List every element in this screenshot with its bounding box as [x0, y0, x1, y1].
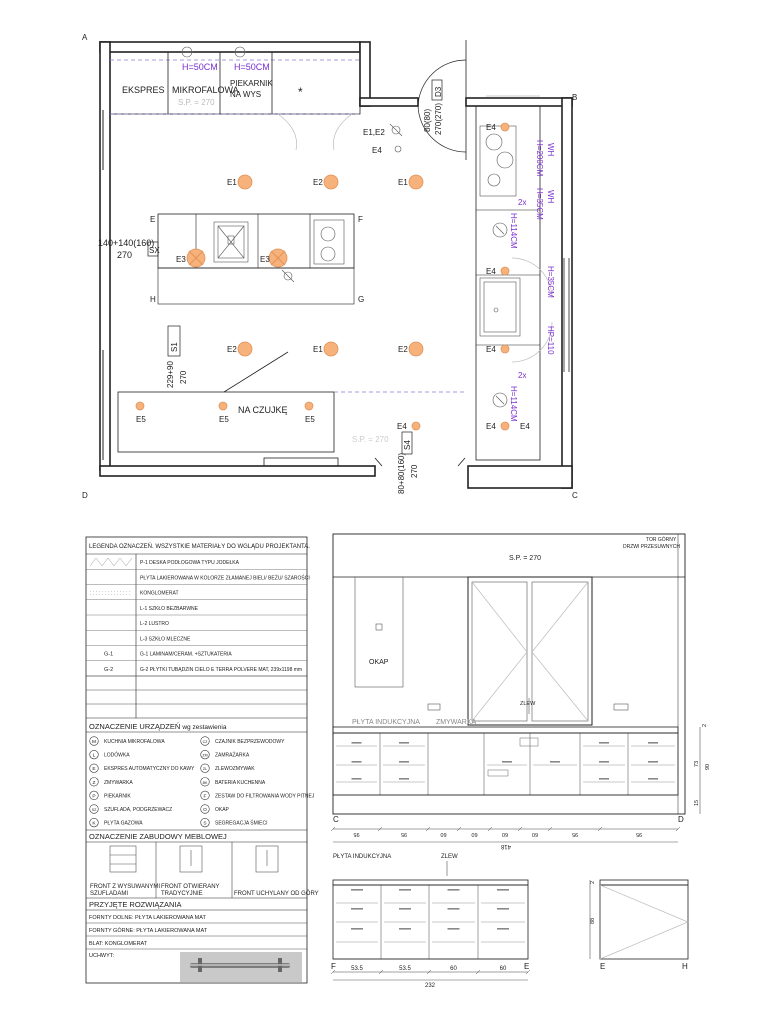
elev2-worktop [333, 880, 528, 885]
elev1-dim: 95 [353, 831, 360, 837]
lamp-e1-2-label: E1 [398, 178, 408, 187]
drawer-handle [448, 928, 460, 930]
front-liftup-icon [256, 846, 278, 872]
wall-right [562, 98, 572, 488]
lamp-e5-3-label: E5 [305, 415, 315, 424]
front-hinged-label-1: FRONT OTWIERANY [161, 884, 220, 890]
corner-a: A [82, 33, 88, 42]
lamp-e4-3-label: E4 [486, 345, 496, 354]
device-symbol-text: F [203, 794, 207, 800]
lamp-e2-2-label: E2 [227, 345, 237, 354]
lamp-e4-2-label: E4 [486, 267, 496, 276]
device-symbol-text: SZ [91, 808, 97, 812]
device-symbol-text: L [92, 753, 96, 759]
elev1-total: 418 [500, 843, 511, 849]
drawer-handle [550, 761, 560, 763]
wall-left [100, 42, 110, 470]
device-symbol-text: CZ [202, 740, 208, 744]
drawer-handle [599, 761, 609, 763]
upper-unit-na-wys: NA WYS [230, 90, 262, 99]
faucet-right [493, 223, 507, 237]
elev1-base-cabinets [333, 733, 678, 795]
switch-e4-top: E4 [372, 146, 382, 155]
lamp-e2-3 [409, 342, 423, 356]
elev1-zlew: ZLEW [520, 701, 536, 707]
switch-symbol [390, 124, 402, 152]
elev1-sp: S.P. = 270 [509, 555, 541, 562]
drawer-handle [497, 928, 509, 930]
cooktop [480, 126, 516, 196]
device-name: OKAP [215, 807, 229, 813]
elev2-letter-f: F [331, 962, 336, 971]
front-hinged-icon [180, 846, 202, 872]
front-drawers-icon [110, 846, 136, 872]
lamp-e4-1-label: E4 [486, 123, 496, 132]
window-sx-size1: 140+140(160) [98, 238, 155, 248]
device-name: PIEKARNIK [104, 793, 131, 800]
sink-right [480, 278, 520, 336]
drawer-handle [599, 742, 609, 744]
elevation-e-h [590, 880, 688, 971]
elev1-plyta: PŁYTA INDUKCYJNA [352, 719, 420, 726]
drawer-handle [352, 778, 362, 780]
elev3-letter-h: H [682, 962, 688, 971]
note-2x-1: 2x [518, 198, 527, 207]
device-name: LODÓWKA [104, 752, 130, 759]
note-2x-2: 2x [518, 371, 527, 380]
corner-c: C [572, 491, 578, 500]
lamp-e1-3 [324, 342, 338, 356]
door-s4-size1: 80+80(160) [397, 452, 406, 494]
legend-table [86, 537, 319, 983]
material-code: G-2 [104, 666, 114, 673]
island-letter-h: H [150, 295, 156, 304]
elev2-plyta: PŁYTA INDUKCYJNA [333, 854, 392, 860]
lamp-e4-1 [501, 123, 509, 131]
elev1-dim: 95 [400, 831, 408, 837]
drawer-handle [648, 778, 658, 780]
asterisk-mark: * [298, 85, 303, 99]
device-name: SZUFLADA, PODGRZEWACZ [104, 807, 173, 813]
drawer-handle [497, 908, 509, 910]
lamp-e1-1 [238, 175, 252, 189]
lamp-e5-1-label: E5 [136, 415, 146, 424]
elev1-letter-d: D [678, 815, 684, 824]
sp-label-top: S.P. = 270 [178, 98, 215, 107]
lamp-e4-4 [501, 422, 509, 430]
floor-plan [82, 33, 578, 500]
corner-d: D [82, 491, 88, 500]
furniture-title: OZNACZENIE ZABUDOWY MEBLOWEJ [89, 832, 227, 841]
island-sink [214, 222, 248, 262]
device-name: ZESTAW DO FILTROWANIA WODY PITNEJ [215, 793, 315, 800]
material-desc: G-2 PŁYTKI TUBĄDZIN CIELO E TERRA POLVERE MAT, 239x1198 mm [140, 666, 303, 673]
door-s4-tag: S4 [403, 440, 412, 450]
lamp-e1-1-label: E1 [227, 178, 237, 187]
elev1-dim: 60 [440, 831, 447, 837]
door-d3-size2: 270(270) [434, 102, 443, 135]
wall-bottom-right [468, 466, 572, 488]
device-name: SEGREGACJA ŚMIECI [215, 820, 268, 827]
drawer-handle [351, 928, 363, 930]
pendant-e3-left-label: E3 [176, 255, 186, 264]
socket-1 [428, 704, 440, 710]
note-h114-1: H=114CM [509, 213, 518, 249]
drawer-handle [497, 889, 509, 891]
bench-red-strip [264, 458, 338, 466]
lamp-e4-4-label: E4 [486, 422, 496, 431]
material-desc: KONGLOMERAT [140, 590, 179, 597]
note-wh-2: WH [546, 190, 555, 204]
elev1-side-15: 15 [694, 799, 700, 806]
material-desc: G-1 LAMINAM/CERAM. +SZTUKATERIA [140, 651, 232, 658]
device-name: CZAJNIK BEZPRZEWODOWY [215, 739, 285, 745]
device-symbol-text: ZM [202, 753, 208, 758]
switch-e1e2: E1,E2 [363, 128, 385, 137]
elev1-dim: 60 [471, 831, 478, 837]
island-letter-g: G [358, 295, 365, 304]
drawer-handle [351, 908, 363, 910]
material-desc: PŁYTA LAKIEROWANA W KOLORZE ZŁAMANEJ BIELI/ BEŻU/ SZAROŚCI [140, 575, 310, 582]
device-name: ZAMRAŻARKA [215, 752, 250, 759]
device-symbol-text: E [92, 767, 96, 773]
door-d3-size1: 80(80) [423, 108, 432, 132]
material-desc: L-1 SZKŁO BEZBARWNE [140, 605, 198, 612]
lamp-e1-3-label: E1 [313, 345, 323, 354]
device-name: BATERIA KUCHENNA [215, 779, 266, 786]
lamp-e5-2 [219, 402, 227, 410]
lamp-e2-2 [238, 342, 252, 356]
device-symbol-text: ZL [202, 767, 208, 772]
drawer-handle [399, 928, 411, 930]
material-code: G-1 [104, 651, 114, 658]
drawer-handle [351, 889, 363, 891]
elev3-letter-e: E [600, 962, 606, 971]
elev1-top-note-2: DRZWI PRZESUWNYCH [623, 544, 680, 550]
device-symbol-text: M [92, 740, 96, 745]
pendant-e3-right [269, 249, 287, 267]
elev1-top-note-1: TOR GÓRNY [646, 537, 677, 543]
drawer-handle [399, 778, 409, 780]
door-s1-tag: S1 [170, 342, 179, 352]
upper-unit-ekspres: EKSPRES [122, 85, 165, 95]
elev2-dim: 53.5 [399, 966, 411, 972]
drawer-handle [352, 761, 362, 763]
elev3-worktop [600, 880, 688, 885]
drawer-handle [399, 889, 411, 891]
lamp-e2-1-label: E2 [313, 178, 323, 187]
drawer-handle [352, 742, 362, 744]
front-drawers-label-1: FRONT Z WYSUWANYMI [90, 884, 160, 890]
drawer-handle [448, 889, 460, 891]
note-h35-2: H=35CM [546, 266, 555, 298]
right-doors-swing [512, 258, 552, 362]
elev1-dim: 95 [635, 831, 643, 837]
front-drawers-label-2: SZUFLADAMI [90, 891, 129, 897]
elev2-zlew: ZLEW [441, 854, 458, 860]
wall-top [100, 42, 360, 52]
sensor-note: NA CZUJKĘ [238, 405, 288, 415]
devices-title: OZNACZENIE URZĄDZEŃ wg zestawienia [89, 722, 227, 731]
note-wh-1: WH [546, 143, 555, 157]
switch-island [282, 270, 294, 282]
drawer-handle [399, 742, 409, 744]
device-symbol-text: O [203, 808, 207, 813]
lamp-e4-2 [501, 267, 509, 275]
elev1-okap: OKAP [369, 659, 389, 666]
drawer-handle [599, 778, 609, 780]
elev3-side-88: 88 [590, 917, 596, 924]
lamp-e1-2 [409, 175, 423, 189]
drawer-handle [448, 908, 460, 910]
solution-1: FORNTY DOLNE: PŁYTA LAKIEROWANA MAT [89, 915, 206, 921]
material-desc: L-3 SZKŁO MLECZNE [140, 636, 191, 643]
front-liftup-label: FRONT UCHYLANY OD GÓRY [234, 891, 319, 897]
elevation-c-d [331, 534, 711, 849]
wall-bottom-left [100, 466, 375, 476]
pendant-e3-left [187, 249, 205, 267]
elev2-letter-e: E [524, 962, 530, 971]
device-symbol-text: P [92, 794, 96, 800]
elev2-dim: 60 [450, 966, 457, 972]
upper-unit-mikrofalowa: MIKROFALOWA [172, 85, 239, 95]
device-symbol-text: Z [92, 780, 96, 786]
lamp-e4-3 [501, 345, 509, 353]
device-name: ZLEWOZMYWAK [215, 766, 255, 773]
lamp-e4-6 [412, 422, 420, 430]
cabinet-door-swing [278, 114, 352, 150]
island-seating [158, 268, 354, 304]
lamp-e5-2-label: E5 [219, 415, 229, 424]
height-note-2: H=50CM [234, 62, 270, 72]
elev1-oven-panel [488, 770, 508, 776]
elev1-side-2: 2 [702, 723, 708, 727]
material-desc: L-2 LUSTRO [140, 621, 169, 627]
elev3-side-panel [600, 885, 688, 959]
height-note-1: H=50CM [182, 62, 218, 72]
sp-label-bottom: S.P. = 270 [352, 435, 389, 444]
island-letter-e: E [150, 215, 156, 224]
socket-2 [614, 704, 628, 710]
door-d3-tag: D3 [434, 86, 443, 97]
note-h200: H=200CM [535, 140, 544, 177]
wall-top-return [360, 42, 370, 106]
elev1-dim: 60 [531, 831, 539, 837]
device-symbol-text: BK [202, 780, 208, 785]
elev1-hood [355, 577, 403, 687]
device-symbol-text: K [92, 821, 96, 827]
note-hp110: HP=110 [546, 326, 555, 355]
handle-photo [180, 952, 302, 982]
window-sx-size2: 270 [117, 250, 133, 260]
wall-top-ledge [360, 98, 418, 106]
lamp-e5-1 [136, 402, 144, 410]
door-s1-size2: 270 [179, 370, 188, 384]
wall-top-right [466, 98, 572, 106]
upper-unit-piekarnik: PIEKARNIK [230, 79, 273, 88]
elev3-side-2: 2 [590, 880, 596, 884]
drawer-handle [399, 761, 409, 763]
lamp-e4-6-label: E4 [397, 422, 407, 431]
elev1-side-90: 90 [705, 763, 711, 770]
island-letter-f: F [358, 215, 363, 224]
elev1-dim: 60 [501, 831, 509, 837]
door-s1-size1: 229+90 [166, 361, 175, 388]
elev1-worktop [333, 727, 678, 733]
device-name: EKSPRES AUTOMATYCZNY DO KAWY [104, 766, 195, 773]
pendant-e3-right-label: E3 [260, 255, 270, 264]
device-name: KUCHNIA MIKROFALOWA [104, 739, 165, 745]
elev2-dim: 53.5 [351, 966, 363, 972]
legend-title: LEGENDA OZNACZEŃ. WSZYSTKIE MATERIAŁY DO WGLĄDU PROJEKTANTA. [89, 544, 310, 550]
material-desc: P-1 DESKA PODŁOGOWA TYPU JODEŁKA [140, 560, 239, 566]
elev1-side-73: 73 [694, 760, 700, 767]
elev2-dim: 60 [499, 966, 507, 972]
lamp-e5-3 [305, 402, 313, 410]
drawer-handle [502, 761, 512, 763]
device-symbol-text: S [203, 821, 207, 827]
lamp-e2-1 [324, 175, 338, 189]
elev1-letter-c: C [333, 815, 339, 824]
note-h35-1: H=35CM [535, 188, 544, 220]
device-name: PŁYTA GAZOWA [104, 820, 143, 827]
solution-2: FORNTY GÓRNE: PŁYTA LAKIEROWANA MAT [89, 928, 208, 934]
solutions-title: PRZYJĘTE ROZWIĄZANIA [89, 900, 182, 909]
elev1-dim: 95 [571, 831, 579, 837]
handles-label: UCHWYT: [89, 953, 115, 959]
drawer-handle [399, 908, 411, 910]
door-s4-size2: 270 [410, 464, 419, 478]
elev1-zmywarka: ZMYWARKA [436, 719, 477, 726]
front-hinged-label-2: TRADYCYJNIE [161, 891, 203, 897]
elevation-f-e [331, 854, 530, 989]
corner-b: B [572, 93, 578, 102]
lamp-e2-3-label: E2 [398, 345, 408, 354]
faucet-right-2 [493, 393, 507, 407]
device-name: ZMYWARKA [104, 779, 133, 786]
drawer-handle [648, 742, 658, 744]
note-h114-2: H=114CM [509, 386, 518, 422]
window-sx-tag: SX [149, 246, 160, 255]
elev2-total: 232 [425, 983, 436, 989]
right-cabinet-run [476, 106, 540, 460]
island-hob [314, 220, 344, 264]
door-s1-leaf [224, 352, 288, 392]
drawer-handle [648, 761, 658, 763]
solution-3: BLAT: KONGLOMERAT [89, 941, 148, 947]
lamp-e4-5-label: E4 [520, 422, 530, 431]
